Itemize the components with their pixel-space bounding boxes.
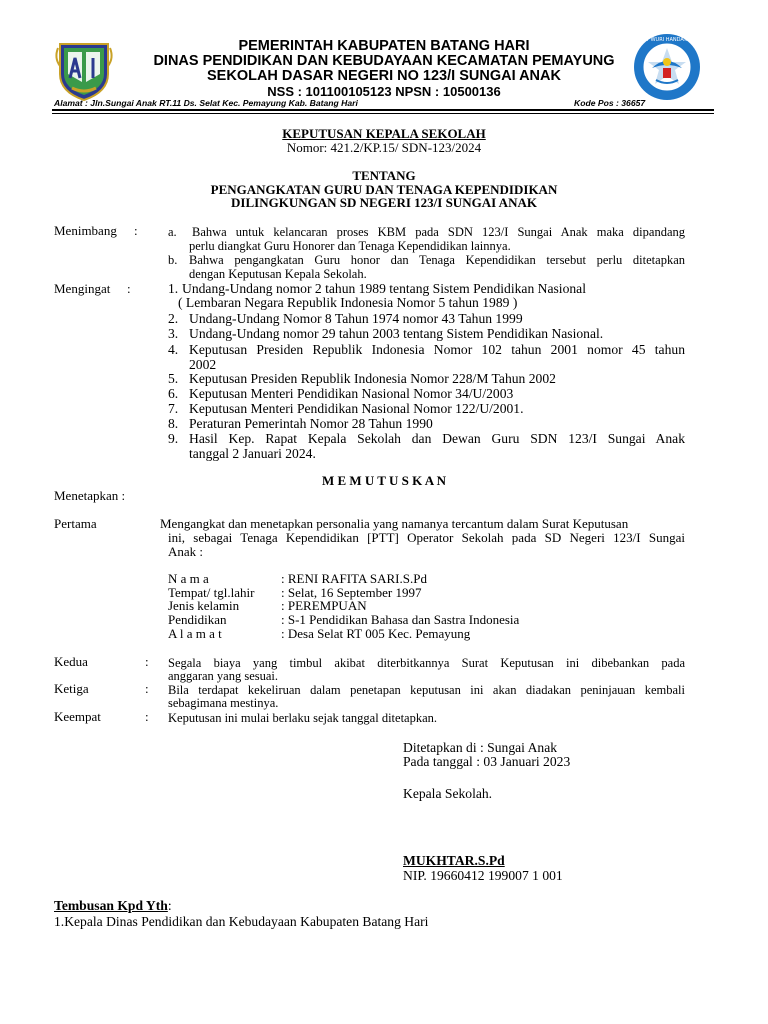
signature-date: Pada tanggal : 03 Januari 2023: [403, 754, 571, 769]
menimbang-label: Menimbang: [54, 223, 117, 238]
header-school: SEKOLAH DASAR NEGERI NO 123/I SUNGAI ANAK: [207, 68, 561, 84]
memutuskan-heading: M E M U T U S K A N: [321, 473, 447, 488]
signature-place: Ditetapkan di : Sungai Anak: [403, 740, 558, 755]
keempat-colon: :: [145, 709, 149, 724]
personnel-address-label: A l a m a t: [168, 626, 222, 641]
personnel-gender-value: : PEREMPUAN: [281, 598, 367, 613]
mengingat-6-line1: Keputusan Menteri Pendidikan Nasional Nomor 34/U/2003: [189, 386, 514, 401]
tembusan-item-1: 1.Kepala Dinas Pendidikan dan Kebudayaan Kabupaten Batang Hari: [54, 914, 429, 929]
ketiga-line1: Bila terdapat kekeliruan dalam penetapan keputusan ini akan diadakan peninjauan kembali: [168, 683, 685, 697]
mengingat-marker-8: 8.: [168, 416, 179, 431]
signature-name: MUKHTAR.S.Pd: [403, 853, 505, 868]
mengingat-9-line1: Hasil Kep. Rapat Kepala Sekolah dan Dewan Guru SDN 123/I Sungai Anak: [189, 431, 685, 446]
ketiga-line2: sebagimana mestinya.: [168, 696, 279, 710]
mengingat-colon: :: [127, 281, 131, 296]
kedua-label: Kedua: [54, 654, 88, 669]
menimbang-a-line2: perlu diangkat Guru Honorer dan Tenaga Kependidikan lainnya.: [189, 239, 511, 253]
mengingat-1-line2: ( Lembaran Negara Republik Indonesia Nomor 5 tahun 1989 ): [178, 295, 518, 310]
menetapkan-label: Menetapkan :: [54, 488, 126, 503]
decree-subject-line1: PENGANGKATAN GURU DAN TENAGA KEPENDIDIKAN: [210, 182, 558, 197]
header-government: PEMERINTAH KABUPATEN BATANG HARI: [238, 38, 530, 54]
mengingat-3-line1: Undang-Undang nomor 29 tahun 2003 tentang Sistem Pendidikan Nasional.: [189, 326, 604, 341]
pertama-label: Pertama: [54, 516, 97, 531]
signature-position: Kepala Sekolah.: [403, 786, 493, 801]
header-postal-code: Kode Pos : 36657: [574, 98, 646, 108]
kedua-colon: :: [145, 654, 149, 669]
decree-subject-line2: DILINGKUNGAN SD NEGERI 123/I SUNGAI ANAK: [231, 195, 537, 210]
pertama-line1: Mengangkat dan menetapkan personalia yang namanya tercantum dalam Surat Keputusan: [160, 516, 629, 531]
letterhead-divider: [52, 109, 714, 111]
mengingat-2-line1: Undang-Undang Nomor 8 Tahun 1974 nomor 43 Tahun 1999: [189, 311, 523, 326]
mengingat-1-line1: Undang-Undang nomor 2 tahun 1989 tentang Sistem Pendidikan Nasional: [182, 281, 586, 296]
mengingat-marker-2: 2.: [168, 311, 179, 326]
personnel-name-label: N a m a: [168, 571, 209, 586]
menimbang-colon: :: [134, 223, 138, 238]
ketiga-colon: :: [145, 681, 149, 696]
personnel-birth-label: Tempat/ tgl.lahir: [168, 585, 255, 600]
mengingat-marker-9: 9.: [168, 431, 179, 446]
pertama-line2: ini, sebagai Tenaga Kependidikan [PTT] Operator Sekolah pada SD Negeri 123/I Sungai: [168, 530, 685, 545]
letterhead-divider-thin: [52, 113, 714, 114]
mengingat-8-line1: Peraturan Pemerintah Nomor 28 Tahun 1990: [189, 416, 433, 431]
ketiga-label: Ketiga: [54, 681, 89, 696]
kedua-line2: anggaran yang sesuai.: [168, 669, 279, 683]
personnel-birth-value: : Selat, 16 September 1997: [281, 585, 422, 600]
menimbang-b-line2: dengan Keputusan Kepala Sekolah.: [189, 267, 367, 281]
mengingat-marker-6: 6.: [168, 386, 179, 401]
mengingat-marker-4: 4.: [168, 342, 179, 357]
personnel-address-value: : Desa Selat RT 005 Kec. Pemayung: [281, 626, 471, 641]
tentang-label: TENTANG: [352, 168, 416, 183]
tembusan-heading: [54, 898, 172, 913]
personnel-education-label: Pendidikan: [168, 612, 227, 627]
menimbang-a-line1: Bahwa untuk kelancaran proses KBM pada SDN 123/I Sungai Anak maka dipandang: [192, 225, 685, 239]
menimbang-marker-a: a.: [168, 225, 177, 239]
header-department: DINAS PENDIDIKAN DAN KEBUDAYAAN KECAMATAN PEMAYUNG: [153, 53, 615, 69]
mengingat-9-line2: tanggal 2 Januari 2024.: [189, 446, 316, 461]
menimbang-marker-b: b.: [168, 253, 178, 267]
personnel-education-value: : S-1 Pendidikan Bahasa dan Sastra Indonesia: [281, 612, 520, 627]
mengingat-4-line2: 2002: [189, 357, 217, 372]
tembusan-colon: :: [167, 898, 172, 913]
tembusan-heading-text: Tembusan Kpd Yth: [54, 898, 168, 913]
mengingat-marker-3: 3.: [168, 326, 179, 341]
batang-hari-emblem-logo: [52, 38, 116, 102]
keempat-label: Keempat: [54, 709, 101, 724]
personnel-gender-label: Jenis kelamin: [168, 598, 240, 613]
mengingat-4-line1: Keputusan Presiden Republik Indonesia Nomor 102 tahun 2001 nomor 45 tahun: [189, 342, 685, 357]
mengingat-5-line1: Keputusan Presiden Republik Indonesia Nomor 228/M Tahun 2002: [189, 371, 556, 386]
svg-text:TUT WURI HANDAYANI: TUT WURI HANDAYANI: [639, 37, 695, 43]
keempat-line1: Keputusan ini mulai berlaku sejak tanggal ditetapkan.: [168, 711, 438, 725]
kedua-line1: Segala biaya yang timbul akibat diterbitkannya Surat Keputusan ini dibebankan pada: [168, 656, 685, 670]
mengingat-marker-1: 1.: [168, 281, 179, 296]
decree-heading: KEPUTUSAN KEPALA SEKOLAH: [282, 126, 486, 141]
header-address: Alamat : Jln.Sungai Anak RT.11 Ds. Selat Kec. Pemayung Kab. Batang Hari: [54, 98, 358, 108]
mengingat-marker-5: 5.: [168, 371, 179, 386]
mengingat-marker-7: 7.: [168, 401, 179, 416]
decree-number: Nomor: 421.2/KP.15/ SDN-123/2024: [286, 140, 482, 155]
header-nss-npsn: NSS : 101100105123 NPSN : 10500136: [267, 84, 501, 99]
signature-nip: NIP. 19660412 199007 1 001: [403, 868, 563, 883]
menimbang-b-line1: Bahwa pengangkatan Guru honor dan Tenaga Kependidikan tersebut perlu ditetapkan: [189, 253, 685, 267]
personnel-name-value: : RENI RAFITA SARI.S.Pd: [281, 571, 427, 586]
mengingat-label: Mengingat: [54, 281, 111, 296]
pertama-line3: Anak :: [168, 544, 204, 559]
mengingat-7-line1: Keputusan Menteri Pendidikan Nasional Nomor 122/U/2001.: [189, 401, 524, 416]
